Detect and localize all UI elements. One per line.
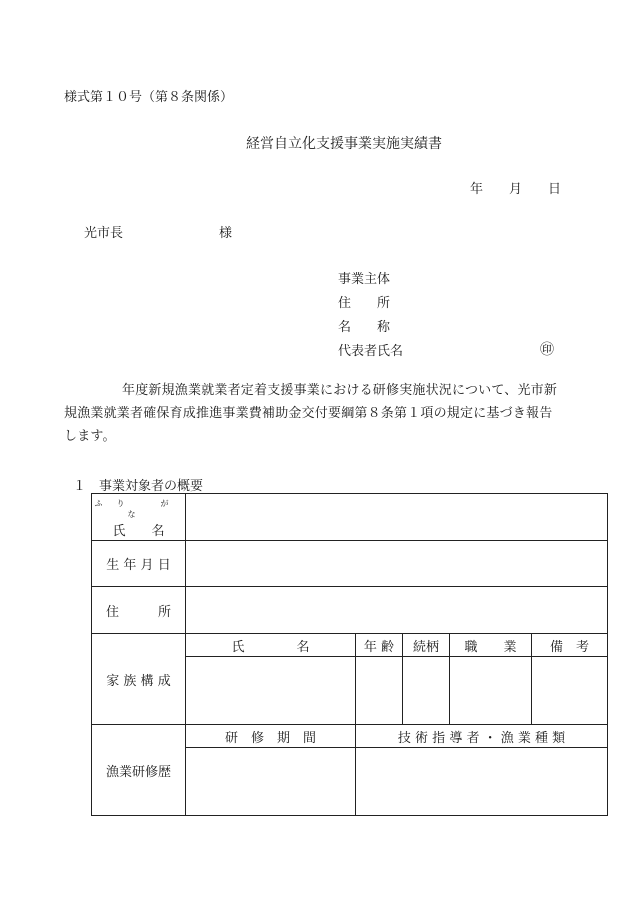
birth-row	[92, 541, 608, 587]
training-header-instructor: 技 術 指 導 者 ・ 漁 業 種 類	[356, 725, 608, 748]
address-label: 住 所	[92, 587, 186, 634]
family-label: 家 族 構 成	[92, 634, 186, 725]
form-number: 様式第１０号（第８条関係）	[64, 90, 234, 105]
date-year: 年	[470, 182, 484, 197]
family-name-input[interactable]	[186, 657, 356, 725]
family-header-occupation: 職 業	[450, 634, 532, 657]
applicant-name-label: 名 称	[338, 320, 391, 335]
birth-input[interactable]	[186, 541, 608, 587]
training-label: 漁業研修歴	[92, 725, 186, 816]
subject-table	[91, 493, 608, 816]
training-period-input[interactable]	[186, 748, 356, 816]
name-input[interactable]	[186, 494, 608, 541]
family-header-relation: 続柄	[403, 634, 450, 657]
section1-heading: １ 事業対象者の概要	[73, 479, 204, 494]
training-instructor-input[interactable]	[356, 748, 608, 816]
family-header-name: 氏 名	[186, 634, 356, 657]
family-age-input[interactable]	[356, 657, 403, 725]
training-header-period: 研 修 期 間	[186, 725, 356, 748]
applicant-representative-label: 代表者氏名	[338, 344, 404, 359]
addressee-name: 光市長	[84, 226, 124, 241]
name-label: 氏 名	[112, 523, 165, 539]
date-day: 日	[548, 182, 562, 197]
body-text: 年度新規漁業就業者定着支援事業における研修実施状況について、光市新規漁業就業者確保育成推進事業費補助金交付要綱第８条第１項の規定に基づき報告します。	[64, 383, 558, 444]
seal-icon: ㊞	[540, 342, 554, 358]
family-header-remarks: 備 考	[532, 634, 608, 657]
family-remarks-input[interactable]	[532, 657, 608, 725]
family-header-row	[92, 634, 608, 657]
date-month: 月	[509, 182, 523, 197]
family-header-age: 年 齢	[356, 634, 403, 657]
address-row	[92, 587, 608, 634]
birth-label: 生 年 月 日	[92, 541, 186, 587]
family-occupation-input[interactable]	[450, 657, 532, 725]
name-row	[92, 494, 608, 541]
applicant-entity-label: 事業主体	[338, 272, 391, 287]
address-input[interactable]	[186, 587, 608, 634]
name-furigana: ふり がな	[94, 498, 183, 519]
applicant-address-label: 住 所	[338, 296, 391, 311]
addressee-honorific: 様	[219, 226, 233, 241]
family-relation-input[interactable]	[403, 657, 450, 725]
page-title: 経営自立化支援事業実施実績書	[246, 136, 442, 152]
name-label-cell	[92, 494, 186, 541]
training-header-row	[92, 725, 608, 748]
